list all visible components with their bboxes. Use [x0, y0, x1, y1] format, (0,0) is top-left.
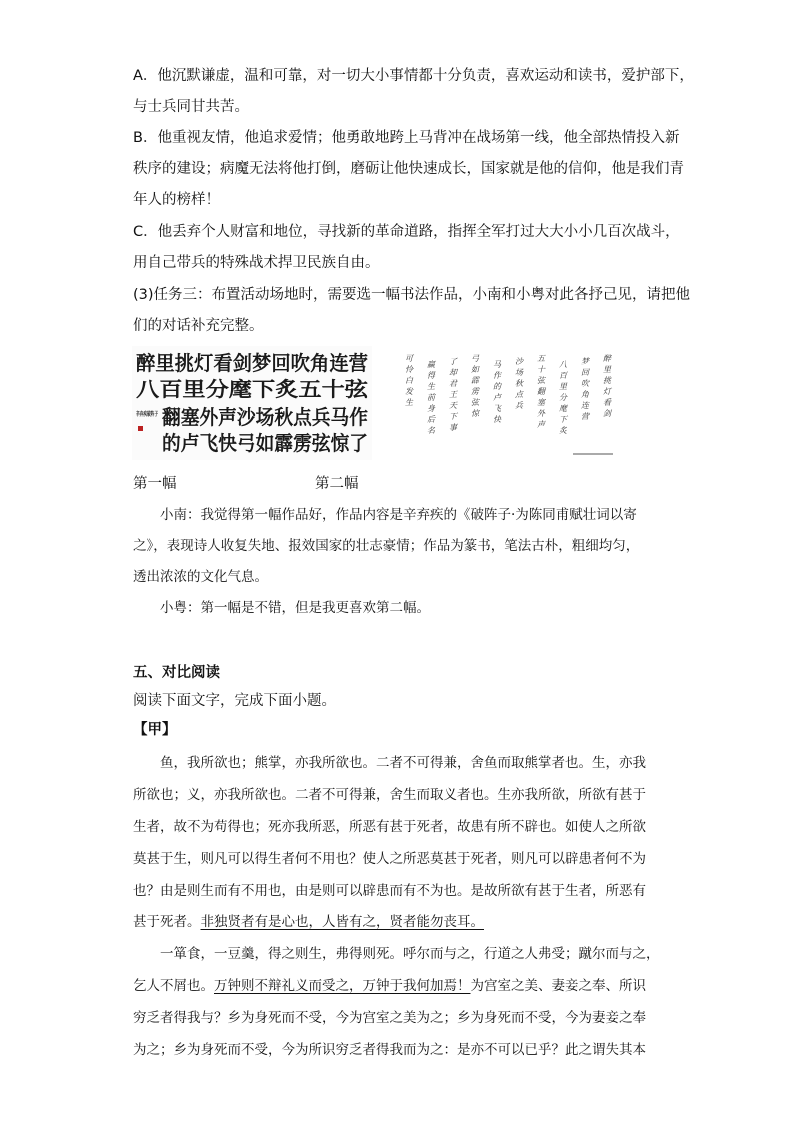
cursive-glyph: 兵: [515, 401, 523, 410]
cursive-glyph: 可: [405, 354, 413, 363]
red-seal-stamp: [138, 426, 143, 431]
cursive-glyph: 快: [493, 415, 501, 424]
cursive-glyph: 声: [537, 420, 545, 429]
xiaonan-line2: 之》，表现诗人收复失地、报效国家的壮志豪情；作品为篆书，笔法古朴，粗细均匀，: [133, 538, 640, 554]
cursive-glyph: 塞: [537, 398, 545, 407]
option-c-line2: 用自己带兵的特殊战术捍卫民族自由。: [133, 255, 380, 271]
cursive-glyph: 十: [537, 365, 545, 374]
cursive-glyph: 连: [581, 401, 589, 410]
passage-p1-line5: 也？由是则生而有不用也，由是则可以辟患而有不为也。是故所欲有甚于生者，所恶有: [133, 883, 646, 899]
cursive-script-calligraphy-image: [385, 346, 615, 460]
seal-script-calligraphy-image: [132, 346, 372, 460]
underlined-sentence-2: 万钟则不辩礼义而受之，万钟于我何加焉！: [214, 978, 471, 994]
cursive-glyph: 赢: [427, 360, 435, 369]
cursive-glyph: 卢: [493, 393, 501, 402]
cursive-glyph: 后: [427, 415, 435, 424]
option-a-line2: 与士兵同甘共苦。: [133, 99, 249, 115]
passage-p1-line4: 莫甚于生，则凡可以得生者何不用也？使人之所恶莫甚于死者，则凡可以辟患者何不为: [133, 851, 646, 867]
cursive-glyph: 点: [515, 390, 523, 399]
option-b-line2: 秩序的建设；病魔无法将他打倒，磨砺让他快速成长，国家就是他的信仰，他是我们青: [133, 161, 684, 177]
passage-p2-line4: 为之；乡为身死而不受，今为所识穷乏者得我而为之：是亦不可以已乎？此之谓失其本: [133, 1042, 646, 1058]
xiaonan-line3: 透出浓浓的文化气息。: [133, 569, 268, 585]
passage-p2-line2: [133, 976, 646, 996]
cursive-glyph: 却: [449, 368, 457, 377]
passage-p1-line6-start: 甚于死者。: [133, 914, 201, 930]
cursive-glyph: 八: [559, 360, 567, 369]
option-a-line1: A．他沉默谦虚，温和可靠，对一切大小事情都十分负责，喜欢运动和读书，爱护部下，: [133, 68, 694, 84]
seal-row-2: 八百里分麾下炙五十弦: [136, 377, 370, 401]
cursive-glyph: 如: [471, 365, 479, 374]
cursive-glyph: 剑: [603, 409, 611, 418]
task3-line1: (3)任务三：布置活动场地时，需要选一幅书法作品，小南和小粤对此各抒己见，请把他: [133, 287, 691, 303]
cursive-glyph: 霹: [471, 376, 479, 385]
cursive-glyph: 弦: [537, 376, 545, 385]
cursive-glyph: 弦: [471, 398, 479, 407]
section-heading: 五、对比阅读: [133, 665, 220, 681]
cursive-glyph: 外: [537, 409, 545, 418]
cursive-glyph: 惊: [471, 409, 479, 418]
cursive-glyph: 看: [603, 398, 611, 407]
cursive-glyph: 醉: [603, 354, 611, 363]
cursive-glyph: 弓: [471, 354, 479, 363]
cursive-glyph: 营: [581, 412, 589, 421]
cursive-glyph: 翻: [537, 387, 545, 396]
passage-p1-line2: 所欲也；义，亦我所欲也。二者不可得兼，舍生而取义者也。生亦我所欲，所欲有甚于: [133, 787, 646, 803]
cursive-glyph: 生: [405, 398, 413, 407]
cursive-glyph: 白: [405, 376, 413, 385]
passage-p1-line1: 鱼，我所欲也；熊掌，亦我所欲也。二者不可得兼，舍鱼而取熊掌者也。生，亦我: [160, 755, 646, 771]
cursive-glyph: 了: [449, 357, 457, 366]
cursive-glyph: 五: [537, 354, 545, 363]
cursive-glyph: 吹: [581, 379, 589, 388]
passage-p1-line3: 生者，故不为苟得也；死亦我所恶，所恶有甚于死者，故患有所不辟也。如使人之所欲: [133, 819, 646, 835]
cursive-glyph: 灯: [603, 387, 611, 396]
caption-first-work: 第一幅: [133, 476, 177, 492]
cursive-glyph: 名: [427, 426, 435, 435]
cursive-glyph: 作: [493, 371, 501, 380]
cursive-glyph: 得: [427, 371, 435, 380]
option-b-line3: 年人的榜样！: [133, 192, 220, 208]
passage-p2-line2-start: 乞人不屑也。: [133, 978, 214, 994]
cursive-glyph: 梦: [581, 357, 589, 366]
option-c-line1: C．他丢弃个人财富和地位，寻找新的革命道路，指挥全军打过大大小小几百次战斗，: [133, 224, 680, 240]
cursive-glyph: 发: [405, 387, 413, 396]
cursive-glyph: 炙: [559, 426, 567, 435]
cursive-glyph: 下: [559, 415, 567, 424]
xiaoyue-line: 小粤：第一幅是不错，但是我更喜欢第二幅。: [160, 600, 430, 616]
seal-side-inscription: 辛弃疾破阵子: [136, 411, 173, 418]
cursive-glyph: 秋: [515, 379, 523, 388]
cursive-glyph: 场: [515, 368, 523, 377]
cursive-glyph: 天: [449, 401, 457, 410]
passage-p2-line1: 一箪食，一豆羹，得之则生，弗得则死。呼尔而与之，行道之人弗受；蹴尔而与之，: [160, 946, 660, 962]
cursive-glyph: 里: [603, 365, 611, 374]
cursive-glyph: 角: [581, 390, 589, 399]
seal-row-3: 翻塞外声沙场秋点兵马作: [162, 405, 368, 429]
cursive-glyph: 里: [559, 382, 567, 391]
cursive-glyph: 怜: [405, 365, 413, 374]
cursive-glyph: 回: [581, 368, 589, 377]
cursive-glyph: 挑: [603, 376, 611, 385]
cursive-glyph: 的: [493, 382, 501, 391]
section-instruction: 阅读下面文字，完成下面小题。: [133, 693, 336, 709]
seal-row-1: 醉里挑灯看剑梦回吹角连营: [136, 351, 368, 375]
cursive-glyph: 生: [427, 382, 435, 391]
cursive-glyph: 王: [449, 390, 457, 399]
cursive-glyph: 雳: [471, 387, 479, 396]
task3-line2: 们的对话补充完整。: [133, 318, 264, 334]
cursive-glyph: 沙: [515, 357, 523, 366]
cursive-glyph: 事: [449, 423, 457, 432]
passage-p2-line3: 穷乏者得我与？乡为身死而不受，今为宫室之美为之；乡为身死而不受，今为妻妾之奉: [133, 1010, 646, 1026]
option-b-line1: B．他重视友情，他追求爱情；他勇敢地跨上马背冲在战场第一线，他全部热情投入新: [133, 130, 680, 146]
cursive-glyph: 马: [493, 360, 501, 369]
seal-row-4: 的卢飞快弓如霹雳弦惊了: [162, 431, 368, 455]
cursive-glyph: 身: [427, 404, 435, 413]
cursive-glyph: 前: [427, 393, 435, 402]
cursive-glyph: 君: [449, 379, 457, 388]
cursive-glyph: 分: [559, 393, 567, 402]
passage-p1-line6: [133, 912, 484, 932]
passage-label-jia: 【甲】: [133, 722, 177, 738]
cursive-glyph: 下: [449, 412, 457, 421]
xiaonan-line1: 小南：我觉得第一幅作品好，作品内容是辛弃疾的《破阵子·为陈同甫赋壮词以寄: [160, 507, 637, 523]
caption-second-work: 第二幅: [315, 476, 359, 492]
cursive-glyph: 飞: [493, 404, 501, 413]
cursive-glyph: 百: [559, 371, 567, 380]
passage-p2-line2-end: 为宫室之美、妻妾之奉、所识: [470, 978, 646, 994]
cursive-glyph: 麾: [559, 404, 567, 413]
underlined-sentence-1: 非独贤者有是心也，人皆有之，贤者能勿丧耳。: [200, 914, 484, 930]
